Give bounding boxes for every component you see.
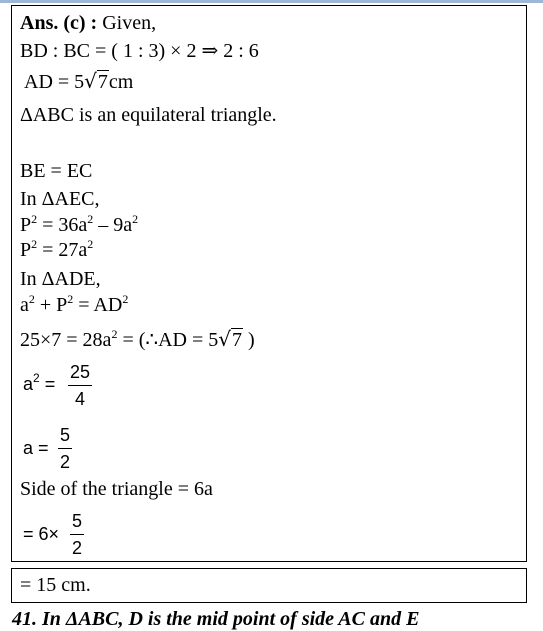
exp: 2: [87, 237, 94, 251]
t: 25×7 = 28a: [20, 329, 112, 351]
fraction-bar: [58, 448, 72, 449]
solution-box: [11, 5, 527, 562]
final-answer: = 15 cm.: [20, 574, 91, 596]
line-equilateral: ΔABC is an equilateral triangle.: [20, 104, 277, 126]
fraction-bar: [68, 385, 92, 386]
radicand: 7: [97, 71, 108, 93]
p: P: [20, 239, 32, 261]
answer-header: [20, 11, 156, 35]
exp: 2: [132, 212, 139, 226]
top-border-line: [0, 0, 543, 3]
a-lhs: a =: [23, 438, 49, 458]
given-text: Given,: [102, 12, 157, 34]
t: = AD: [73, 294, 123, 316]
line-p2-36: [20, 213, 138, 239]
radicand: 7: [232, 329, 243, 351]
line-be-ec: BE = EC: [20, 160, 93, 182]
fraction-bar: [70, 534, 84, 535]
a2-lhs: [23, 371, 56, 395]
exp: 2: [122, 292, 129, 306]
numerator: 5: [60, 425, 71, 445]
line-side: Side of the triangle = 6a: [20, 478, 213, 500]
exp: 2: [67, 292, 74, 306]
exp: 2: [33, 371, 40, 385]
numerator: 25: [70, 362, 91, 382]
t: ): [243, 329, 255, 351]
final-answer-box: [11, 568, 527, 603]
ad-text: AD = 5: [24, 71, 85, 93]
eq: =: [39, 374, 56, 394]
numerator: 5: [72, 511, 83, 531]
fraction-25-4: [68, 361, 92, 410]
exp: 2: [87, 212, 94, 226]
ad-unit: cm: [108, 71, 134, 93]
t: – 9a: [93, 214, 133, 236]
line-ad-value: [24, 69, 133, 94]
denominator: 2: [60, 452, 71, 472]
a: a: [23, 374, 34, 394]
side-lhs: = 6×: [23, 524, 60, 544]
line-25x7: [20, 327, 255, 354]
next-question-partial: 41. In ΔABC, D is the mid point of side AC and E: [12, 608, 420, 630]
fraction-5-2-side: [70, 510, 84, 559]
t: = (∴AD = 5: [117, 329, 219, 351]
sqrt-7: √7: [218, 327, 243, 351]
exp: 2: [31, 237, 38, 251]
exp: 2: [31, 212, 38, 226]
denominator: 2: [72, 538, 83, 558]
a: a: [20, 294, 29, 316]
line-in-aec: In ΔAEC,: [20, 188, 100, 210]
sqrt-7: √7: [84, 69, 108, 93]
denominator: 4: [75, 389, 86, 409]
p: P: [20, 214, 32, 236]
t: = 36a: [37, 214, 88, 236]
exp: 2: [111, 327, 118, 341]
line-p2-27: [20, 238, 93, 264]
answer-label: Ans. (c) :: [20, 12, 98, 34]
line-a2-p2: [20, 293, 128, 319]
exp: 2: [28, 292, 35, 306]
t: + P: [34, 294, 68, 316]
line-in-ade: In ΔADE,: [20, 268, 101, 290]
t: = 27a: [37, 239, 88, 261]
line-bd-ratio: BD : BC = ( 1 : 3) × 2 ⇒ 2 : 6: [20, 40, 259, 62]
fraction-5-2: [58, 424, 72, 473]
